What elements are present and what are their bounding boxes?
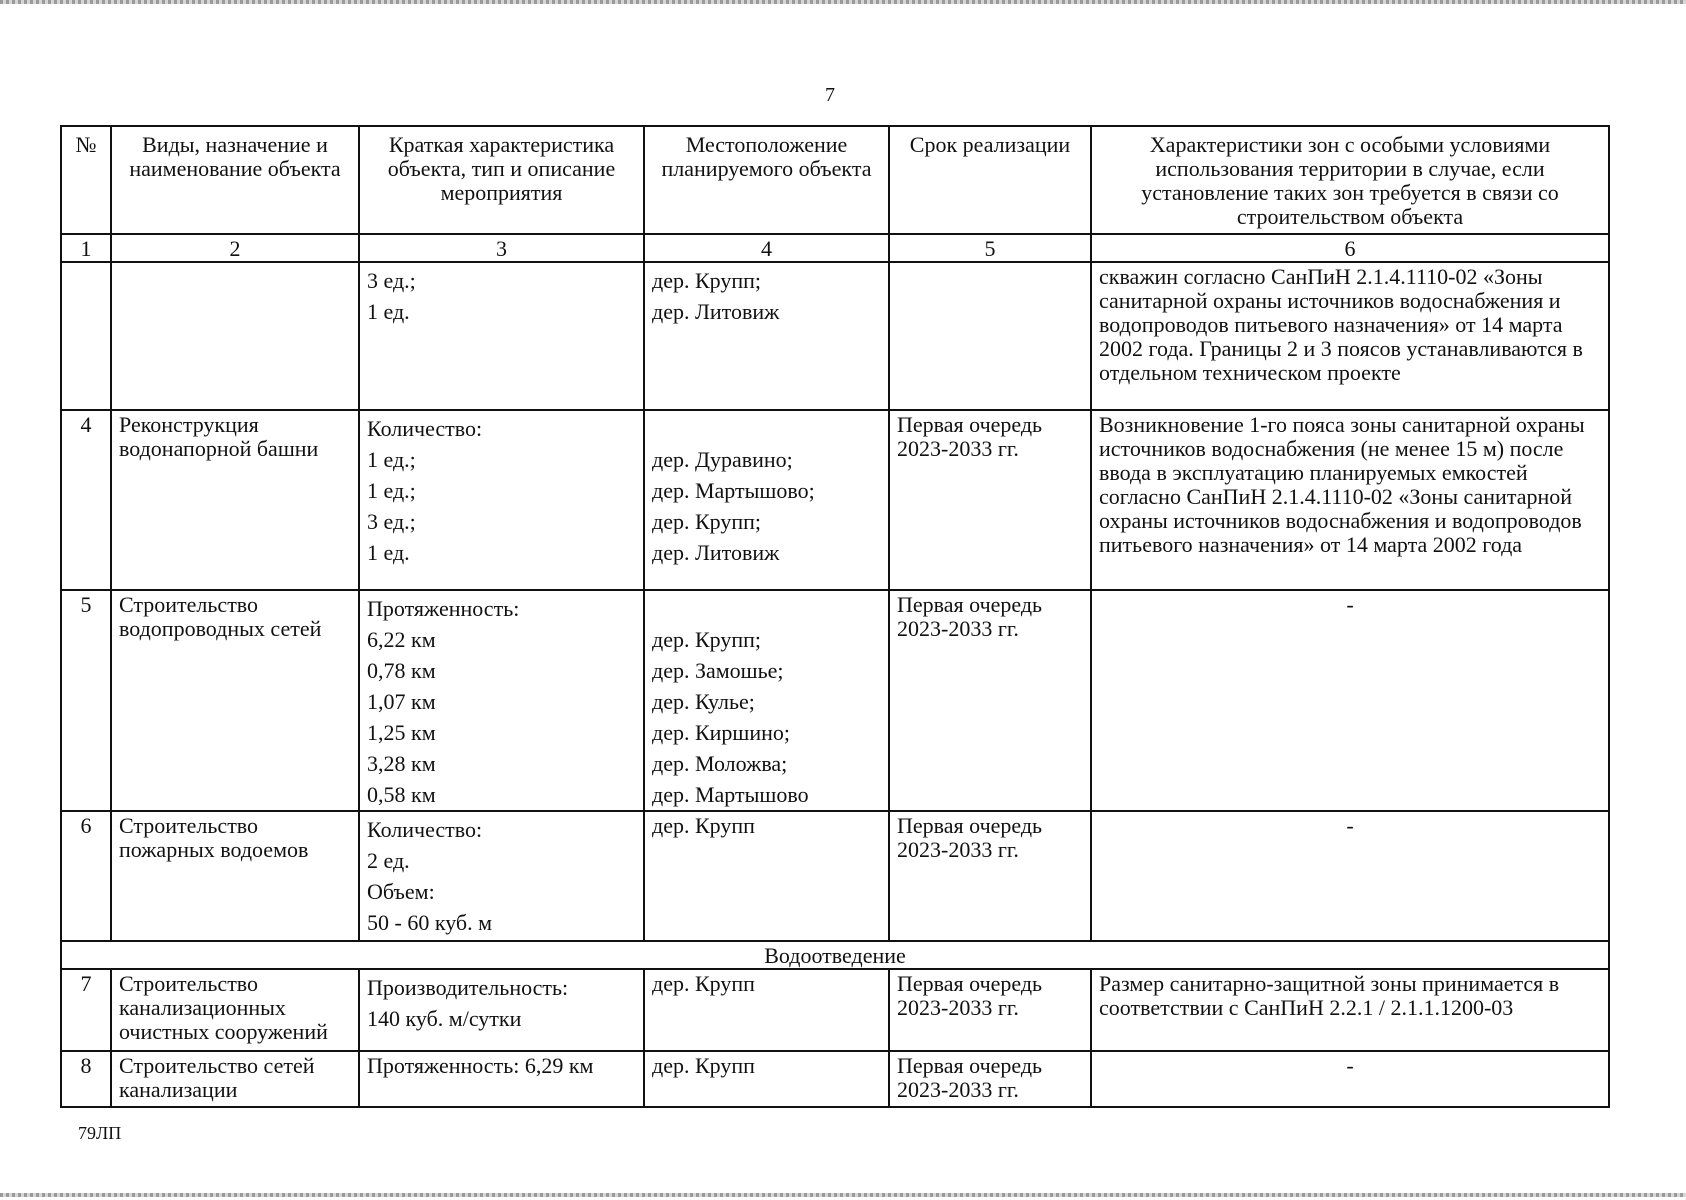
object-location	[644, 410, 889, 590]
column-number-row	[61, 234, 1609, 262]
object-characteristics	[359, 811, 644, 941]
location-line	[652, 593, 881, 624]
header-object-type: Виды, назначение и наименование объекта	[111, 126, 359, 234]
object-location	[644, 590, 889, 811]
object-characteristics	[359, 1051, 644, 1107]
header-number: №	[61, 126, 111, 234]
object-name: Реконструкция водонапорной башни	[111, 410, 359, 590]
table-row	[61, 590, 1609, 811]
row-number: 6	[61, 811, 111, 941]
location-line: дер. Замошье;	[652, 658, 784, 683]
column-number: 1	[61, 234, 111, 262]
object-location	[644, 262, 889, 410]
object-name: Строительство канализационных очистных сооружений	[111, 969, 359, 1051]
characteristic-line: Количество:	[367, 416, 483, 441]
table-row	[61, 1051, 1609, 1107]
characteristic-line: Протяженность:	[367, 596, 520, 621]
location-line: дер. Крупп;	[652, 509, 762, 534]
section-row	[61, 941, 1609, 969]
characteristic-line: 1 ед.	[367, 540, 410, 565]
characteristic-line: 1,07 км	[367, 689, 436, 714]
location-line: дер. Мартышово	[652, 782, 809, 807]
object-name: Строительство пожарных водоемов	[111, 811, 359, 941]
characteristic-line: 0,58 км	[367, 782, 436, 807]
object-name: Строительство водопроводных сетей	[111, 590, 359, 811]
zone-characteristics: Возникновение 1-го пояса зоны санитарной охраны источников водоснабжения (не менее 15 м) после ввода в эксплуатацию планируемых емкостей согласно СанПиН 2.1.4.1110-02 «Зоны санитарной охраны источников водоснабжения и водопроводов питьевого назначения» от 14 марта 2002 года	[1091, 410, 1609, 590]
implementation-term: Первая очередь 2023-2033 гг.	[889, 590, 1091, 811]
header-zones: Характеристики зон с особыми условиями использования территории в случае, если установление таких зон требуется в связи со строительством объекта	[1091, 126, 1609, 234]
location-line	[652, 413, 881, 444]
table-row	[61, 811, 1609, 941]
object-characteristics	[359, 590, 644, 811]
column-number: 5	[889, 234, 1091, 262]
header-location: Местоположение планируемого объекта	[644, 126, 889, 234]
object-location	[644, 811, 889, 941]
location-line: дер. Дуравино;	[652, 447, 793, 472]
scan-edge-bottom	[0, 1193, 1686, 1197]
location-line: дер. Крупп	[652, 971, 755, 996]
document-code: 79ЛП	[78, 1123, 122, 1143]
characteristic-line: 50 - 60 куб. м	[367, 910, 493, 935]
object-characteristics	[359, 969, 644, 1051]
table-row	[61, 969, 1609, 1051]
scan-edge-top	[0, 0, 1686, 4]
zone-characteristics: -	[1091, 590, 1609, 811]
table-header-row	[61, 126, 1609, 234]
zone-characteristics: скважин согласно СанПиН 2.1.4.1110-02 «Зоны санитарной охраны источников водоснабжения и водопроводов питьевого назначения» от 14 марта 2002 года. Границы 2 и 3 поясов устанавливаются в отдельном техническом проекте	[1091, 262, 1609, 410]
implementation-term: Первая очередь 2023-2033 гг.	[889, 1051, 1091, 1107]
zone-characteristics: -	[1091, 811, 1609, 941]
characteristic-line: 6,22 км	[367, 627, 436, 652]
characteristic-line: 1 ед.	[367, 299, 410, 324]
row-number: 8	[61, 1051, 111, 1107]
row-number: 4	[61, 410, 111, 590]
characteristic-line: 2 ед.	[367, 848, 410, 873]
location-line: дер. Литовиж	[652, 299, 780, 324]
location-line: дер. Моложва;	[652, 751, 788, 776]
page-number: 7	[825, 84, 835, 106]
row-number: 7	[61, 969, 111, 1051]
object-name: Строительство сетей канализации	[111, 1051, 359, 1107]
characteristic-line: Производительность:	[367, 975, 569, 1000]
column-number: 6	[1091, 234, 1609, 262]
implementation-term	[889, 262, 1091, 410]
planned-objects-table	[60, 125, 1610, 1108]
object-location	[644, 969, 889, 1051]
object-characteristics	[359, 262, 644, 410]
object-location	[644, 1051, 889, 1107]
characteristic-line: Количество:	[367, 817, 483, 842]
location-line: дер. Мартышово;	[652, 478, 815, 503]
characteristic-line: Объем:	[367, 879, 435, 904]
location-line: дер. Крупп	[652, 813, 755, 838]
table-row	[61, 262, 1609, 410]
characteristic-line: 1 ед.;	[367, 478, 416, 503]
row-number: 5	[61, 590, 111, 811]
location-line: дер. Крупп	[652, 1053, 755, 1078]
location-line: дер. Крупп;	[652, 268, 762, 293]
characteristic-line: 3 ед.;	[367, 268, 416, 293]
characteristic-line: Протяженность: 6,29 км	[367, 1053, 594, 1078]
implementation-term: Первая очередь 2023-2033 гг.	[889, 969, 1091, 1051]
implementation-term: Первая очередь 2023-2033 гг.	[889, 811, 1091, 941]
characteristic-line: 1,25 км	[367, 720, 436, 745]
location-line: дер. Крупп;	[652, 627, 762, 652]
characteristic-line: 3,28 км	[367, 751, 436, 776]
characteristic-line: 140 куб. м/сутки	[367, 1006, 522, 1031]
zone-characteristics: -	[1091, 1051, 1609, 1107]
column-number: 4	[644, 234, 889, 262]
object-name	[111, 262, 359, 410]
implementation-term: Первая очередь 2023-2033 гг.	[889, 410, 1091, 590]
zone-characteristics: Размер санитарно-защитной зоны принимается в соответствии с СанПиН 2.2.1 / 2.1.1.1200-03	[1091, 969, 1609, 1051]
location-line: дер. Киршино;	[652, 720, 791, 745]
characteristic-line: 0,78 км	[367, 658, 436, 683]
row-number	[61, 262, 111, 410]
location-line: дер. Литовиж	[652, 540, 780, 565]
column-number: 3	[359, 234, 644, 262]
table-row	[61, 410, 1609, 590]
header-characteristics: Краткая характеристика объекта, тип и описание мероприятия	[359, 126, 644, 234]
column-number: 2	[111, 234, 359, 262]
location-line: дер. Кулье;	[652, 689, 755, 714]
section-title: Водоотведение	[61, 941, 1609, 969]
characteristic-line: 1 ед.;	[367, 447, 416, 472]
characteristic-line: 3 ед.;	[367, 509, 416, 534]
header-term: Срок реализации	[889, 126, 1091, 234]
object-characteristics	[359, 410, 644, 590]
